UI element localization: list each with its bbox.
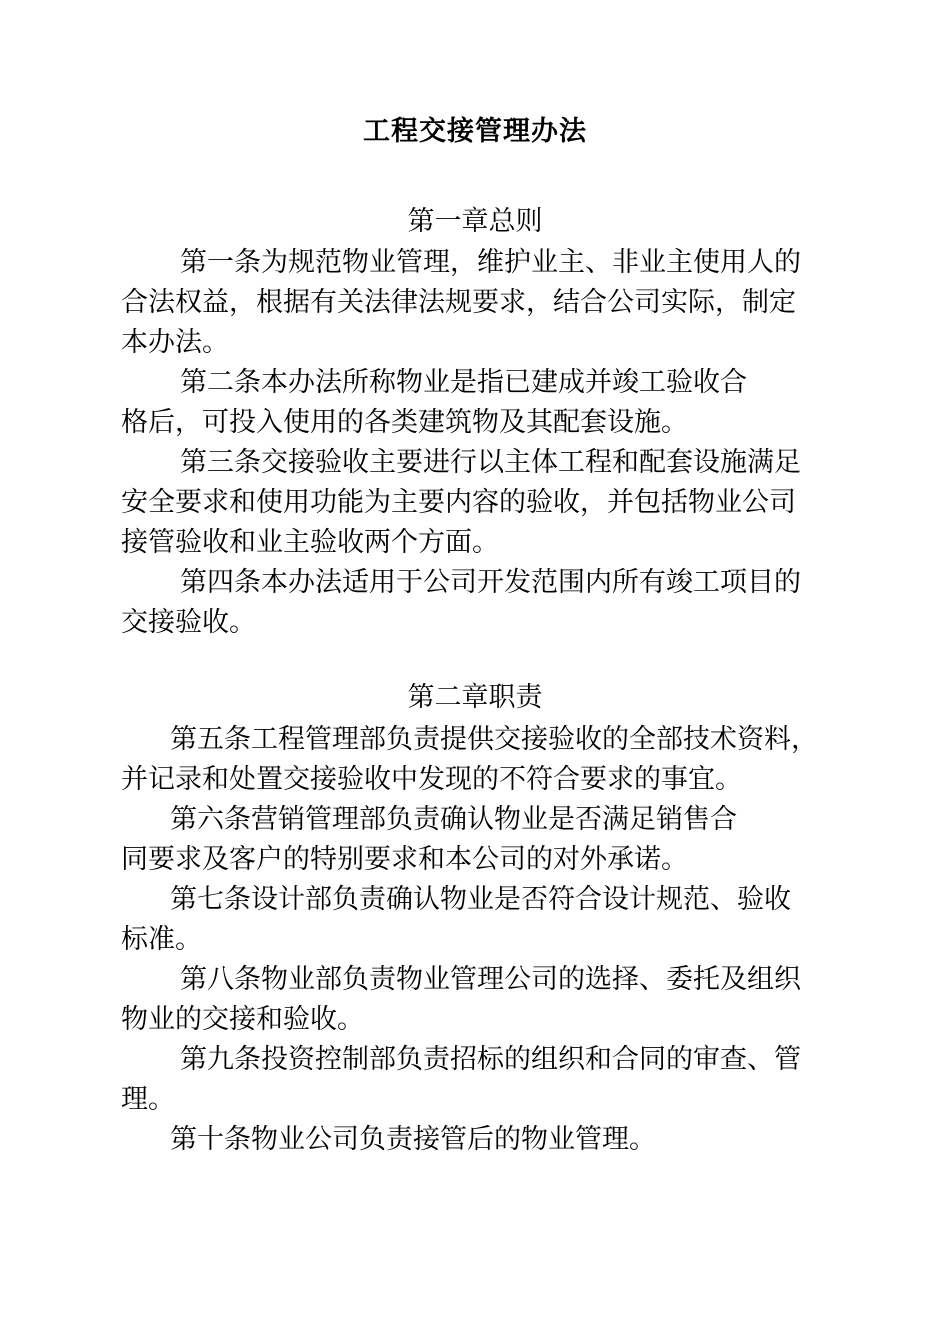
article-line: 并记录和处置交接验收中发现的不符合要求的事宜。 <box>121 764 742 795</box>
article-line: 本办法。 <box>121 327 229 358</box>
article-line: 第六条营销管理部负责确认物业是否满足销售合 <box>170 804 737 835</box>
article-line: 格后，可投入使用的各类建筑物及其配套设施。 <box>121 407 688 438</box>
article-line: 安全要求和使用功能为主要内容的验收，并包括物业公司 <box>121 487 796 518</box>
chapter-heading: 第一章总则 <box>407 206 543 237</box>
article-line: 接管验收和业主验收两个方面。 <box>121 527 499 558</box>
article-line: 第八条物业部负责物业管理公司的选择、委托及组织 <box>180 964 801 995</box>
article-line: 第七条设计部负责确认物业是否符合设计规范、验收 <box>170 884 791 915</box>
article-line: 第四条本办法适用于公司开发范围内所有竣工项目的 <box>180 567 801 598</box>
article-line: 同要求及客户的特别要求和本公司的对外承诺。 <box>121 844 688 875</box>
article-line: 第三条交接验收主要进行以主体工程和配套设施满足 <box>180 447 801 478</box>
article-line: 第九条投资控制部负责招标的组织和合同的审查、管 <box>180 1044 801 1075</box>
article-line: 第五条工程管理部负责提供交接验收的全部技术资料， <box>170 724 818 755</box>
document-title: 工程交接管理办法 <box>363 116 587 147</box>
article-line: 标准。 <box>121 924 202 955</box>
article-line: 第十条物业公司负责接管后的物业管理。 <box>170 1124 656 1155</box>
article-line: 物业的交接和验收。 <box>121 1004 364 1035</box>
article-line: 第二条本办法所称物业是指已建成并竣工验收合 <box>180 367 747 398</box>
article-line: 理。 <box>121 1084 175 1115</box>
article-line: 交接验收。 <box>121 607 256 638</box>
article-line: 合法权益，根据有关法律法规要求，结合公司实际，制定 <box>121 287 796 318</box>
article-line: 第一条为规范物业管理，维护业主、非业主使用人的 <box>180 247 801 278</box>
chapter-heading: 第二章职责 <box>407 682 543 713</box>
